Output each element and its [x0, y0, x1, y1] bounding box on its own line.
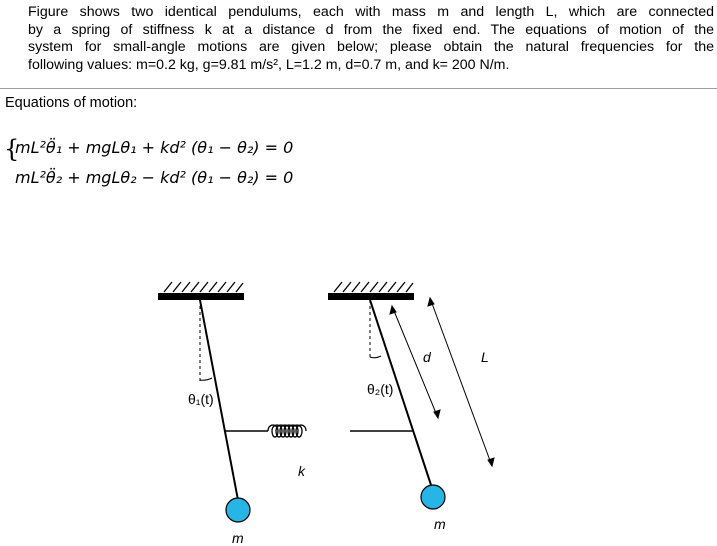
- problem-line-3: system for small-angle motions are given below; please obtain the natural frequencies for the: [28, 39, 714, 55]
- m1-label: m: [232, 530, 244, 546]
- theta2-label: θ₂(t): [367, 381, 394, 397]
- theta2-arc: [370, 356, 381, 358]
- left-bob: [226, 498, 250, 522]
- right-bob: [421, 485, 445, 509]
- equation-brace: {: [4, 135, 20, 163]
- problem-line-2: by a spring of stiffness k at a distance d from the fixed end. The equations of motion of the: [28, 21, 714, 38]
- equation-2: mL²θ̈₂ + mgLθ₂ − kd² (θ₁ − θ₂) = 0: [15, 168, 294, 187]
- L-dimension-arrow: [428, 298, 494, 466]
- left-ceiling: [158, 282, 244, 300]
- k-label: k: [298, 463, 305, 479]
- theta1-arc: [200, 378, 212, 380]
- equation-1: mL²θ̈₁ + mgLθ₁ + kd² (θ₁ − θ₂) = 0: [15, 138, 294, 157]
- problem-line-4: following values: m=0.2 kg, g=9.81 m/s², L=1.2 m, d=0.7 m, and k= 200 N/m.: [28, 56, 510, 73]
- theta1-label: θ₁(t): [188, 391, 214, 407]
- problem-line-1: Figure shows two identical pendulums, each with mass m and length L, which are connected: [28, 4, 714, 20]
- m2-label: m: [434, 516, 446, 532]
- L-label: L: [481, 349, 489, 365]
- d-label: d: [423, 349, 431, 365]
- spring-coil: [268, 425, 306, 437]
- d-dimension-arrow: [390, 306, 440, 418]
- equations-heading: Equations of motion:: [5, 95, 138, 111]
- right-ceiling: [328, 282, 414, 300]
